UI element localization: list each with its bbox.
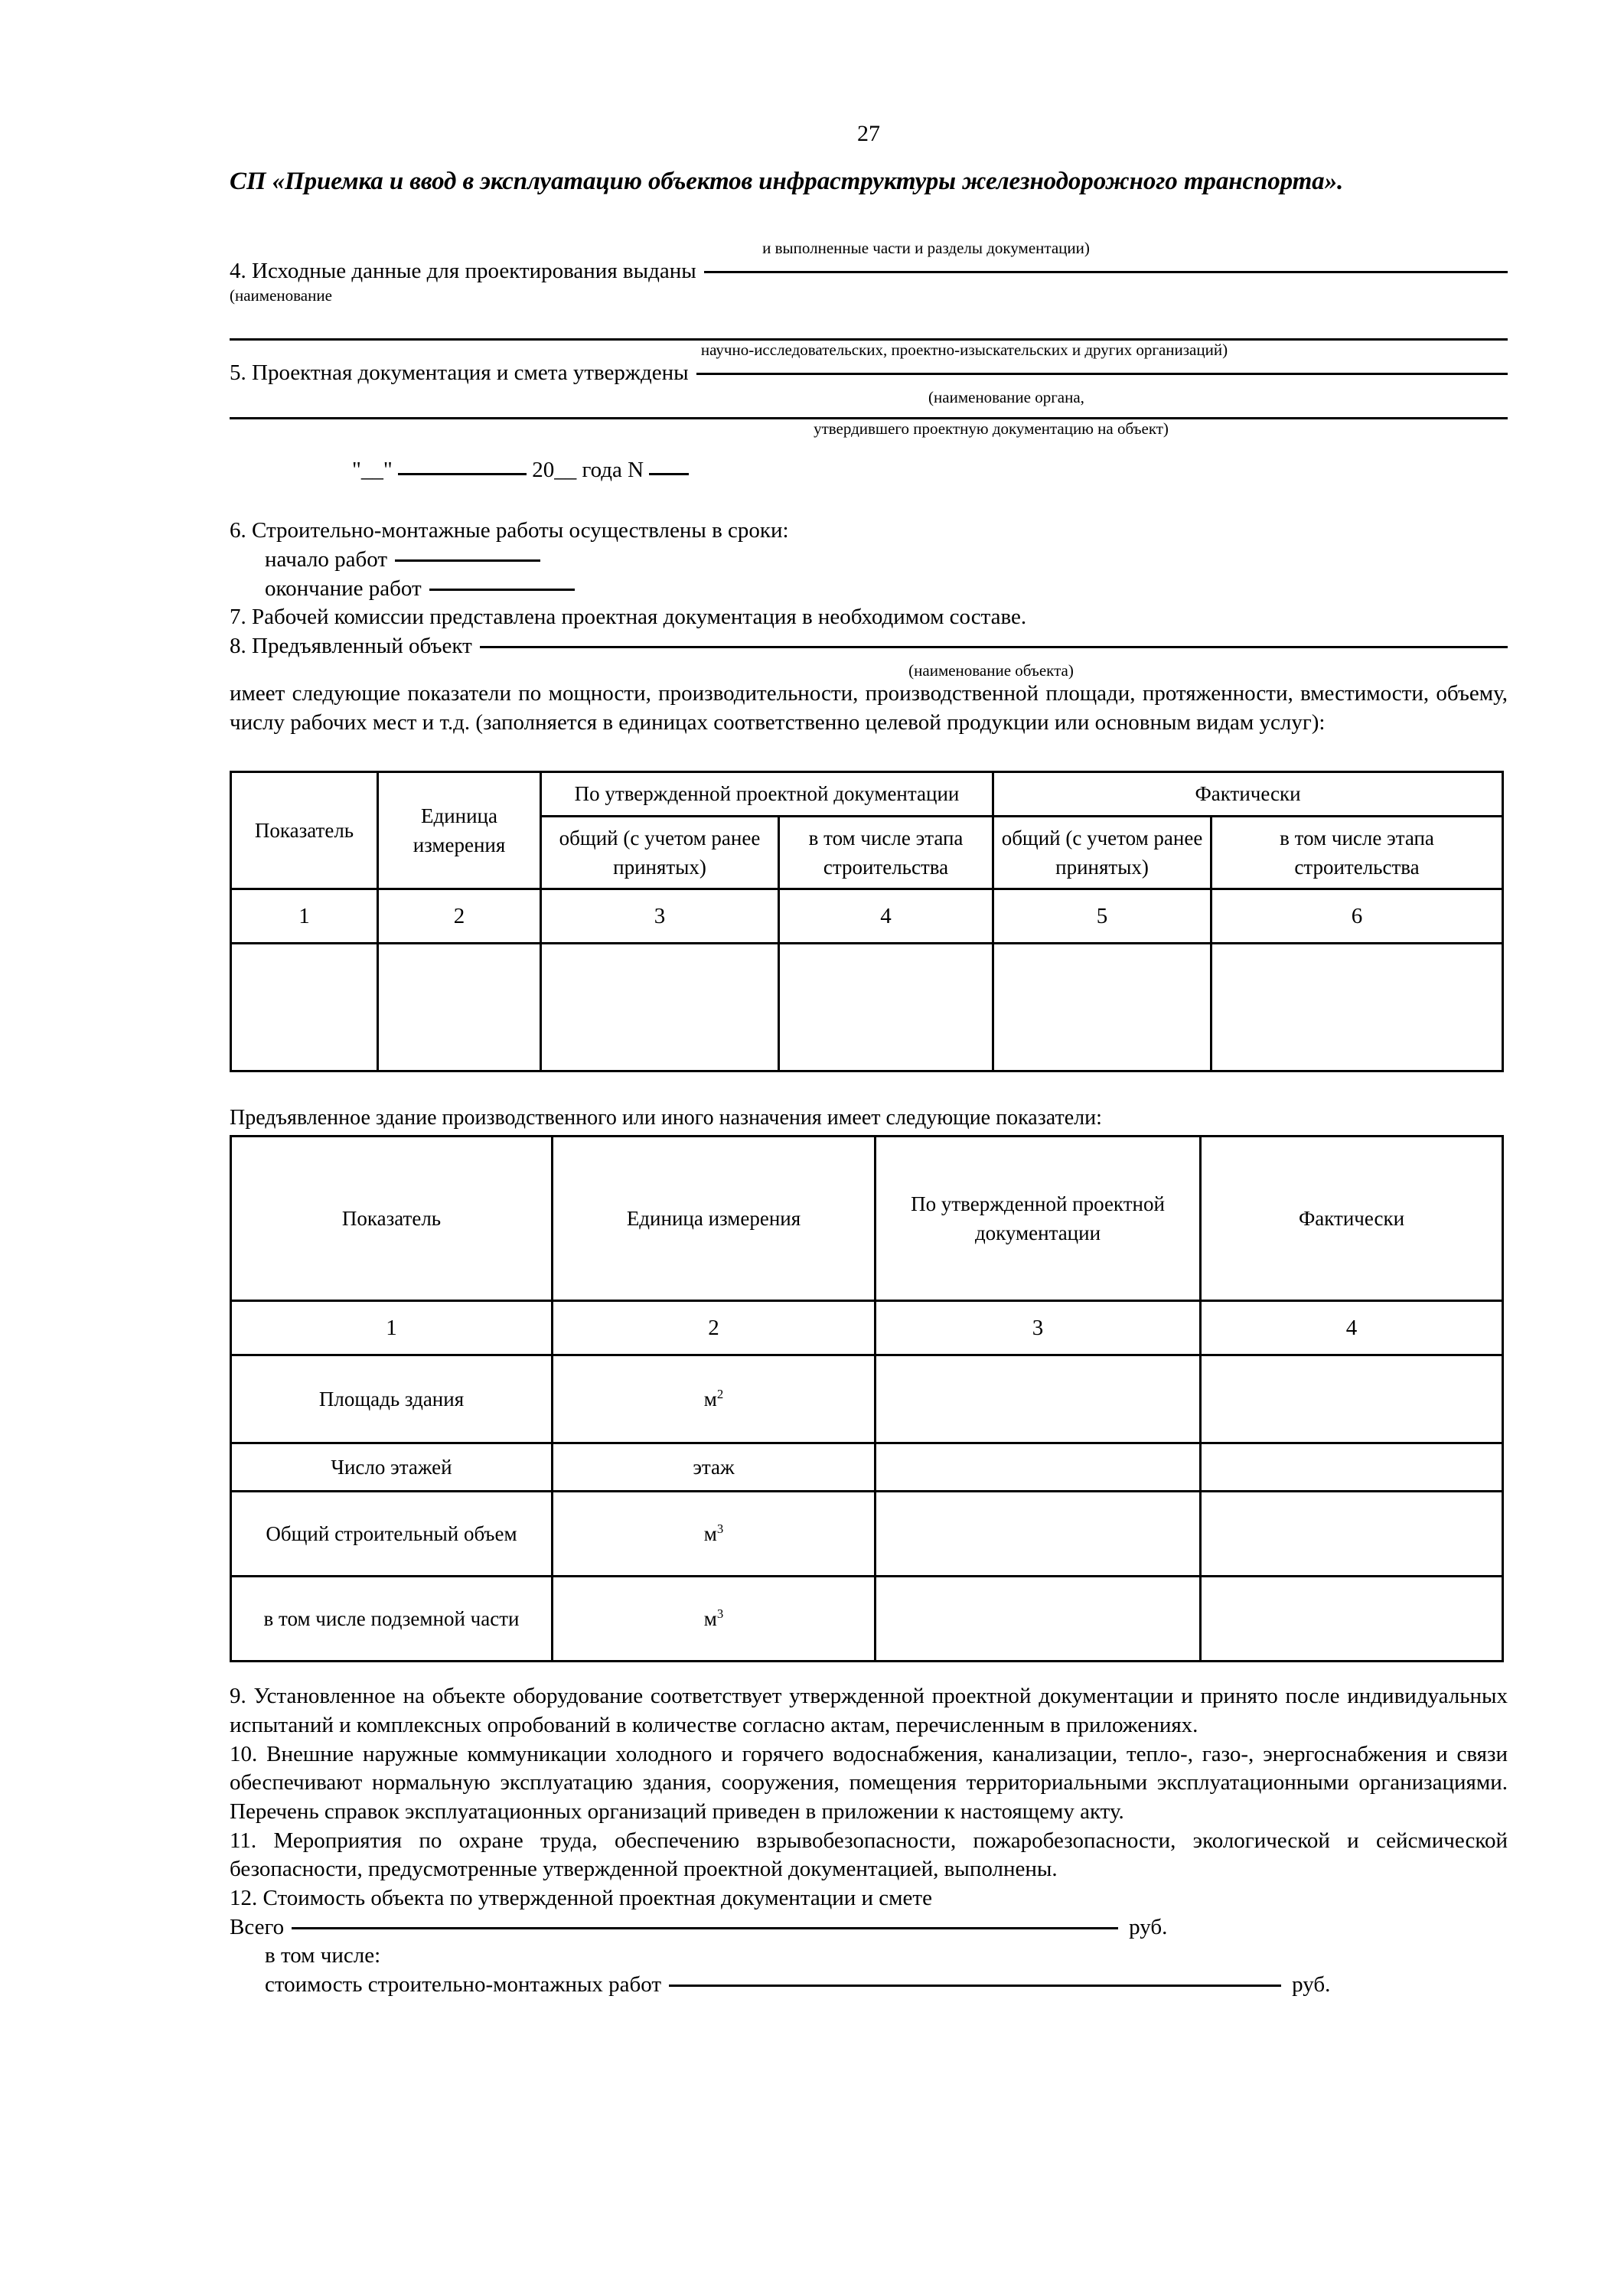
item-6-label: 6. Строительно-монтажные работы осуществлены в сроки:	[230, 518, 789, 543]
table-row	[231, 1443, 1503, 1492]
table-row-header	[231, 1137, 1503, 1301]
t1-num-6: 6	[1211, 889, 1503, 944]
item-6-end-row	[230, 575, 724, 604]
date-number-blank[interactable]	[649, 473, 689, 475]
document-title: СП «Приемка и ввод в эксплуатацию объектов инфраструктуры железнодорожного транспорта».	[230, 168, 1344, 195]
t1-cell-6[interactable]	[1211, 944, 1503, 1071]
item-6-end-fill[interactable]	[429, 589, 575, 591]
item-11-text: 11. Мероприятия по охране труда, обеспечению взрывобезопасности, пожаробезопасности, экологической и сейсмической безопасности, предусмотренные утвержденной проектной документацией, выполнены.	[230, 1828, 1508, 1882]
item-7-text: 7. Рабочей комиссии представлена проектная документация в необходимом составе.	[230, 605, 1027, 630]
t2-num-3: 3	[876, 1301, 1201, 1355]
item-12-smr-label: стоимость строительно-монтажных работ	[265, 1972, 662, 1998]
t1-sub-actual-stage: в том числе этапа строительства	[1211, 816, 1503, 889]
caption-organ-name: (наименование органа,	[928, 388, 1084, 407]
item-4-label: 4. Исходные данные для проектирования выданы	[230, 259, 696, 284]
t1-cell-3[interactable]	[541, 944, 779, 1071]
item-8-row	[230, 632, 1508, 661]
item-8-body-text: имеет следующие показатели по мощности, производительности, производственной площади, протяженности, вместимости, объему, числу рабочих мест и т.д. (заполняется в единицах соответственно целевой продукции или основным видам услуг):	[230, 680, 1508, 735]
item-12-label: 12. Стоимость объекта по утвержденной проектная документации и смете	[230, 1886, 932, 1911]
item-12-total-row	[230, 1913, 1508, 1942]
t2-row3-unit-sup: 3	[716, 1606, 724, 1622]
t1-cell-2[interactable]	[378, 944, 541, 1071]
table-row	[231, 1577, 1503, 1662]
t2-row1-name: Число этажей	[231, 1443, 553, 1492]
t2-header-approved: По утвержденной проектной документации	[876, 1137, 1201, 1301]
caption-parts-sections: и выполненные части и разделы документации)	[762, 239, 1090, 258]
building-table-intro: Предъявленное здание производственного или иного назначения имеет следующие показатели:	[230, 1106, 1102, 1130]
page-number: 27	[857, 121, 880, 146]
indicators-table	[230, 771, 1504, 1072]
date-month-blank[interactable]	[398, 473, 527, 475]
item-6-end-label: окончание работ	[265, 576, 422, 601]
t1-num-3: 3	[541, 889, 779, 944]
t2-row1-unit	[553, 1443, 876, 1492]
t2-row0-col4[interactable]	[1201, 1355, 1503, 1443]
table-row	[231, 944, 1503, 1071]
t2-num-1: 1	[231, 1301, 553, 1355]
item-9-text: 9. Установленное на объекте оборудование соответствует утвержденной проектной документации и принято после индивидуальных испытаний и комплексных опробований в количестве согласно актам, перечисленным в приложениях.	[230, 1684, 1508, 1737]
t2-row1-col4[interactable]	[1201, 1443, 1503, 1492]
caption-naimenovanie: (наименование	[230, 286, 332, 305]
t2-row3-col4[interactable]	[1201, 1577, 1503, 1662]
t2-num-2: 2	[553, 1301, 876, 1355]
t2-row1-col3[interactable]	[876, 1443, 1201, 1492]
t2-header-unit: Единица измерения	[553, 1137, 876, 1301]
item-12-total-label: Всего	[230, 1914, 285, 1939]
page-content	[230, 122, 1508, 2000]
t1-num-1: 1	[231, 889, 378, 944]
t2-row2-unit-base: м	[703, 1522, 717, 1546]
date-year-label: 20__ года N	[532, 458, 644, 483]
t1-sub-approved-stage: в том числе этапа строительства	[779, 816, 993, 889]
item-12-smr-row	[230, 1971, 1543, 2000]
t2-header-indicator: Показатель	[231, 1137, 553, 1301]
t2-row0-unit	[553, 1355, 876, 1443]
t2-row2-unit	[553, 1492, 876, 1577]
t2-row3-unit-base: м	[703, 1607, 717, 1631]
t2-row1-unit-base: этаж	[693, 1456, 735, 1479]
t1-num-2: 2	[378, 889, 541, 944]
item-12-total-fill[interactable]	[292, 1927, 1118, 1929]
t1-header-unit: Единица измерения	[378, 772, 541, 889]
t1-num-5: 5	[993, 889, 1211, 944]
item-8-label: 8. Предъявленный объект	[230, 634, 472, 659]
building-indicators-table	[230, 1135, 1504, 1662]
date-line	[230, 458, 1508, 483]
t1-num-4: 4	[779, 889, 993, 944]
item-5-label: 5. Проектная документация и смета утверждены	[230, 360, 689, 386]
t2-row2-col3[interactable]	[876, 1492, 1201, 1577]
item-6-start-fill[interactable]	[395, 559, 540, 562]
t2-row0-unit-base: м	[703, 1388, 717, 1411]
t1-header-actual: Фактически	[993, 772, 1503, 816]
t2-row2-name: Общий строительный объем	[231, 1492, 553, 1577]
t1-sub-approved-total: общий (с учетом ранее принятых)	[541, 816, 779, 889]
item-12-among-label: в том числе:	[265, 1943, 381, 1968]
t1-cell-4[interactable]	[779, 944, 993, 1071]
date-day-quotes: "__"	[352, 458, 393, 483]
t2-header-actual: Фактически	[1201, 1137, 1503, 1301]
table-row	[231, 1355, 1503, 1443]
t2-row2-col4[interactable]	[1201, 1492, 1503, 1577]
item-4-fill-line[interactable]	[704, 271, 1508, 273]
item-6-start-label: начало работ	[265, 547, 388, 572]
item-5-row	[230, 359, 1508, 388]
t2-row0-name: Площадь здания	[231, 1355, 553, 1443]
item-12-smr-fill[interactable]	[669, 1985, 1281, 1987]
item-4-row	[230, 257, 1508, 286]
t2-row0-unit-sup: 2	[716, 1387, 724, 1402]
t1-cell-5[interactable]	[993, 944, 1211, 1071]
t1-header-indicator: Показатель	[231, 772, 378, 889]
item-12-smr-currency: руб.	[1292, 1972, 1331, 1998]
t2-row2-unit-sup: 3	[716, 1521, 724, 1537]
caption-object-name: (наименование объекта)	[908, 660, 1074, 680]
t2-row0-col3[interactable]	[876, 1355, 1201, 1443]
caption-organizations: научно-исследовательских, проектно-изыскательских и других организаций)	[700, 341, 1228, 360]
item-8-fill-line[interactable]	[480, 646, 1508, 648]
t1-cell-1[interactable]	[231, 944, 378, 1071]
item-6-start-row	[230, 546, 693, 575]
item-10-text: 10. Внешние наружные коммуникации холодного и горячего водоснабжения, канализации, тепло-, газо-, энергоснабжения и связи обеспечивают нормальную эксплуатацию здания, сооружения, помещения территориальными эксплуатационными организациями. Перечень справок эксплуатационных организаций приведен в приложении к настоящему акту.	[230, 1741, 1508, 1824]
table-row-numbers	[231, 889, 1503, 944]
item-5-fill-line[interactable]	[696, 373, 1508, 375]
table-row	[231, 1492, 1503, 1577]
table-row-header-1	[231, 772, 1503, 816]
t1-sub-actual-total: общий (с учетом ранее принятых)	[993, 816, 1211, 889]
caption-approved-doc: утвердившего проектную документацию на объект)	[814, 419, 1169, 439]
t2-row3-unit	[553, 1577, 876, 1662]
item-12-total-currency: руб.	[1129, 1914, 1168, 1939]
t2-row3-col3[interactable]	[876, 1577, 1201, 1662]
t2-row3-name: в том числе подземной части	[231, 1577, 553, 1662]
t2-num-4: 4	[1201, 1301, 1503, 1355]
table-row-numbers	[231, 1301, 1503, 1355]
t1-header-approved: По утвержденной проектной документации	[541, 772, 993, 816]
